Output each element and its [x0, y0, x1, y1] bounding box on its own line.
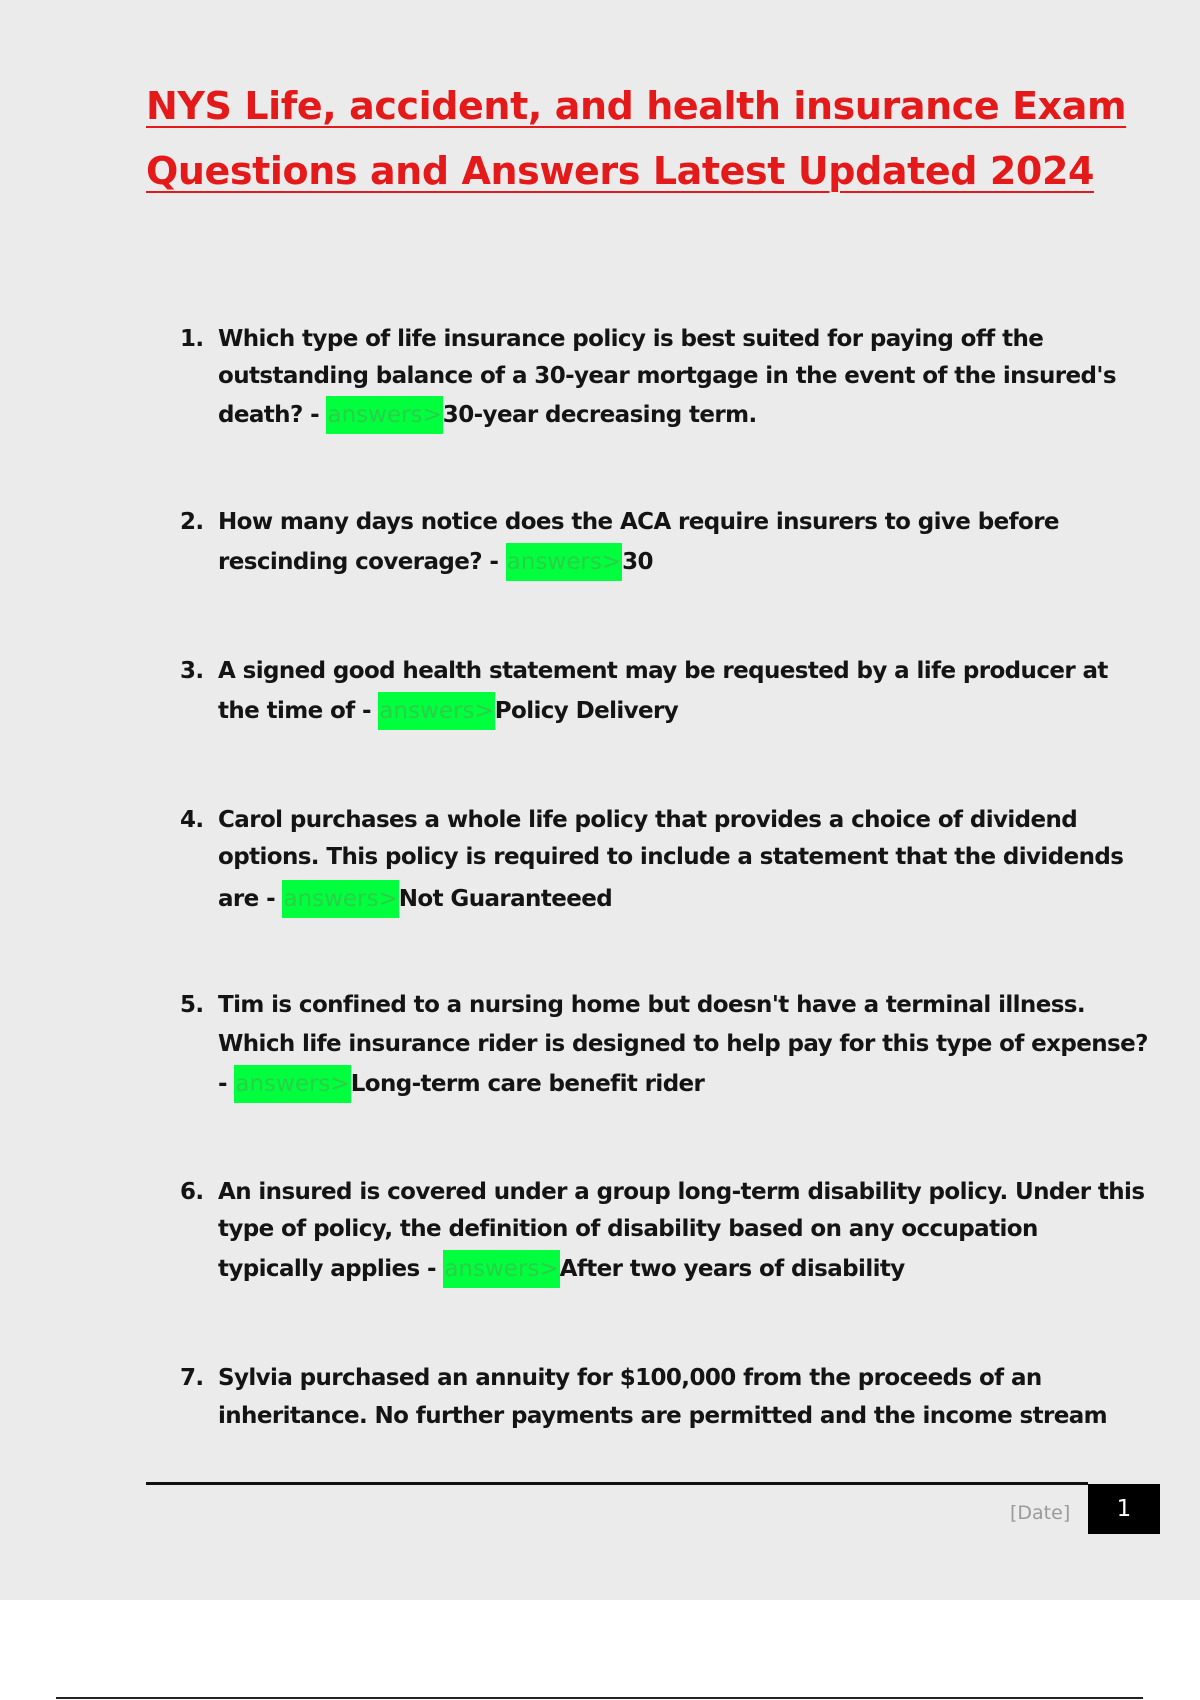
question-number: 2.: [180, 509, 204, 535]
question-number: 3.: [180, 658, 204, 684]
question-line-text: inheritance. No further payments are permitted and the income stream: [218, 1403, 1108, 1429]
answer-marker-highlight: answers>: [443, 1250, 559, 1288]
page-number: 1: [1116, 1496, 1132, 1522]
answer-marker-highlight: answers>: [378, 692, 494, 730]
question-line-text: Which type of life insurance policy is best suited for paying off the: [218, 326, 1044, 352]
answer-text: Not Guaranteeed: [398, 886, 613, 912]
answer-marker-highlight: answers>: [234, 1065, 350, 1103]
answer-text: 30-year decreasing term.: [442, 402, 757, 428]
footer-rule: [146, 1482, 1088, 1485]
question-line-text: Sylvia purchased an annuity for $100,000 from the proceeds of an: [218, 1365, 1042, 1391]
question-number: 4.: [180, 807, 204, 833]
question-line-text: the time of -: [218, 698, 379, 724]
question-number: 1.: [180, 326, 204, 352]
question-line-text: A signed good health statement may be requested by a life producer at: [218, 658, 1108, 684]
answer-text: After two years of disability: [559, 1256, 905, 1282]
question-line-text: are -: [218, 886, 283, 912]
answer-text: Policy Delivery: [494, 698, 679, 724]
question-number: 5.: [180, 992, 204, 1018]
question-line-text: Carol purchases a whole life policy that provides a choice of dividend: [218, 807, 1078, 833]
answer-marker-highlight: answers>: [506, 543, 622, 581]
title-line-1: NYS Life, accident, and health insurance Exam: [146, 84, 1127, 128]
answer-text: 30: [622, 549, 653, 575]
question-line-text: rescinding coverage? -: [218, 549, 506, 575]
question-line-text: death? -: [218, 402, 327, 428]
question-line-text: Tim is confined to a nursing home but doesn't have a terminal illness.: [218, 992, 1086, 1018]
question-number: 6.: [180, 1179, 204, 1205]
question-line-text: How many days notice does the ACA require insurers to give before: [218, 509, 1059, 535]
question-line-text: -: [218, 1071, 235, 1097]
next-page-rule: [56, 1697, 1143, 1699]
question-line-text: options. This policy is required to include a statement that the dividends: [218, 844, 1124, 870]
question-line-text: An insured is covered under a group long-term disability policy. Under this: [218, 1179, 1145, 1205]
answer-text: Long-term care benefit rider: [350, 1071, 705, 1097]
page-number-box: [1088, 1484, 1160, 1534]
question-number: 7.: [180, 1365, 204, 1391]
question-line-text: type of policy, the definition of disability based on any occupation: [218, 1216, 1038, 1242]
question-line-text: Which life insurance rider is designed to help pay for this type of expense?: [218, 1031, 1148, 1057]
question-line-text: outstanding balance of a 30-year mortgage in the event of the insured's: [218, 363, 1116, 389]
question-line-text: typically applies -: [218, 1256, 444, 1282]
answer-marker-highlight: answers>: [326, 396, 442, 434]
answer-marker-highlight: answers>: [282, 880, 398, 918]
footer-date: [Date]: [1010, 1502, 1071, 1524]
document-title: [146, 74, 1126, 204]
title-line-2: Questions and Answers Latest Updated 2024: [146, 149, 1095, 193]
